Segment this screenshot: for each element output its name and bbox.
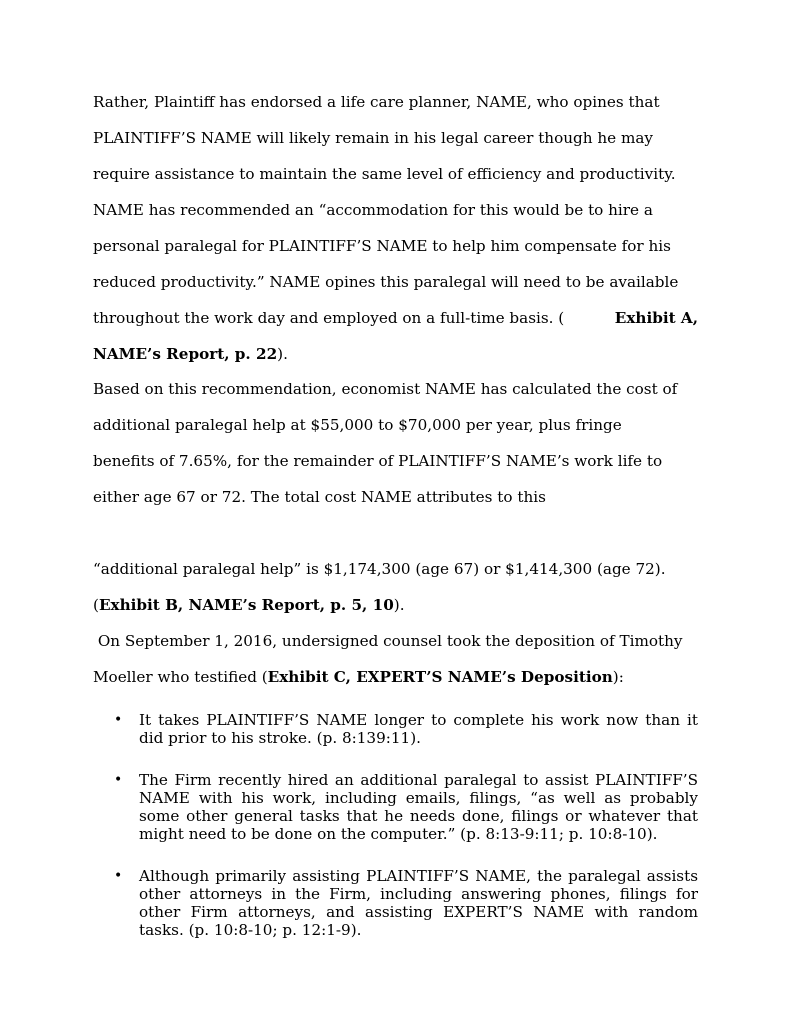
bullet-text-2: The Firm recently hired an additional paralegal to assist PLAINTIFF’S NAME with his work, including emails, filings, “as well as probably some other general tasks that he needs done, filings or whatever that might need to be done on the computer.” (p. 8:13-9:11; p. 10:8-10).	[139, 771, 698, 843]
para3-line-2	[93, 587, 698, 623]
exhibit-a-citation-part1: Exhibit A,	[614, 309, 698, 327]
para1-line-7-text: throughout the work day and employed on a full-time basis. (	[93, 309, 565, 327]
bullet-text-3: Although primarily assisting PLAINTIFF’S NAME, the paralegal assists other attorneys in the Firm, including answering phones, filings for other Firm attorneys, and assisting EXPERT’S NAME with random tasks. (p. 10:8-10; p. 12:1-9).	[139, 867, 698, 939]
para4-line-1: On September 1, 2016, undersigned counsel took the deposition of Timothy	[93, 632, 683, 650]
bullet-icon: •	[114, 712, 123, 728]
testimony-bullet-list	[93, 711, 698, 963]
exhibit-a-citation-part2: NAME’s Report, p. 22	[93, 345, 278, 363]
para1-line-1: Rather, Plaintiff has endorsed a life care planner, NAME, who opines that	[93, 93, 660, 111]
exhibit-c-citation: Exhibit C, EXPERT’S NAME’s Deposition	[267, 668, 613, 686]
bullet-icon: •	[114, 868, 123, 884]
paragraph-economist-calculation	[93, 371, 698, 515]
para1-line-7	[93, 300, 698, 336]
para1-line-3: require assistance to maintain the same level of efficiency and productivity.	[93, 165, 676, 183]
para3-citation-open: (	[93, 596, 99, 614]
para1-line-4: NAME has recommended an “accommodation for this would be to hire a	[93, 201, 653, 219]
list-item	[93, 711, 698, 747]
para2-line-4: either age 67 or 72. The total cost NAME attributes to this	[93, 488, 546, 506]
para4-citation-close: ):	[612, 668, 624, 686]
para1-line-8	[93, 336, 698, 372]
bullet-text-1: It takes PLAINTIFF’S NAME longer to complete his work now than it did prior to his stroke. (p. 8:139:11).	[139, 711, 698, 747]
paragraph-life-care-planner	[93, 84, 698, 372]
para1-citation-close: ).	[277, 345, 288, 363]
list-item	[93, 867, 698, 939]
para3-line-1: “additional paralegal help” is $1,174,300 (age 67) or $1,414,300 (age 72).	[93, 560, 666, 578]
para1-line-6: reduced productivity.” NAME opines this paralegal will need to be available	[93, 273, 679, 291]
paragraph-total-cost	[93, 551, 698, 623]
para3-citation-close: ).	[393, 596, 405, 614]
para2-line-2: additional paralegal help at $55,000 to $70,000 per year, plus fringe	[93, 416, 622, 434]
exhibit-b-citation: Exhibit B, NAME’s Report, p. 5, 10	[98, 596, 394, 614]
para2-line-3: benefits of 7.65%, for the remainder of PLAINTIFF’S NAME’s work life to	[93, 452, 663, 470]
list-item	[93, 771, 698, 843]
para2-line-1: Based on this recommendation, economist NAME has calculated the cost of	[93, 380, 678, 398]
para4-line-2-text: Moeller who testified (	[93, 668, 268, 686]
para1-line-5: personal paralegal for PLAINTIFF’S NAME to help him compensate for his	[93, 237, 671, 255]
para1-line-2: PLAINTIFF’S NAME will likely remain in his legal career though he may	[93, 129, 653, 147]
bullet-icon: •	[114, 772, 123, 788]
para4-line-2	[93, 659, 698, 695]
paragraph-deposition	[93, 623, 698, 695]
